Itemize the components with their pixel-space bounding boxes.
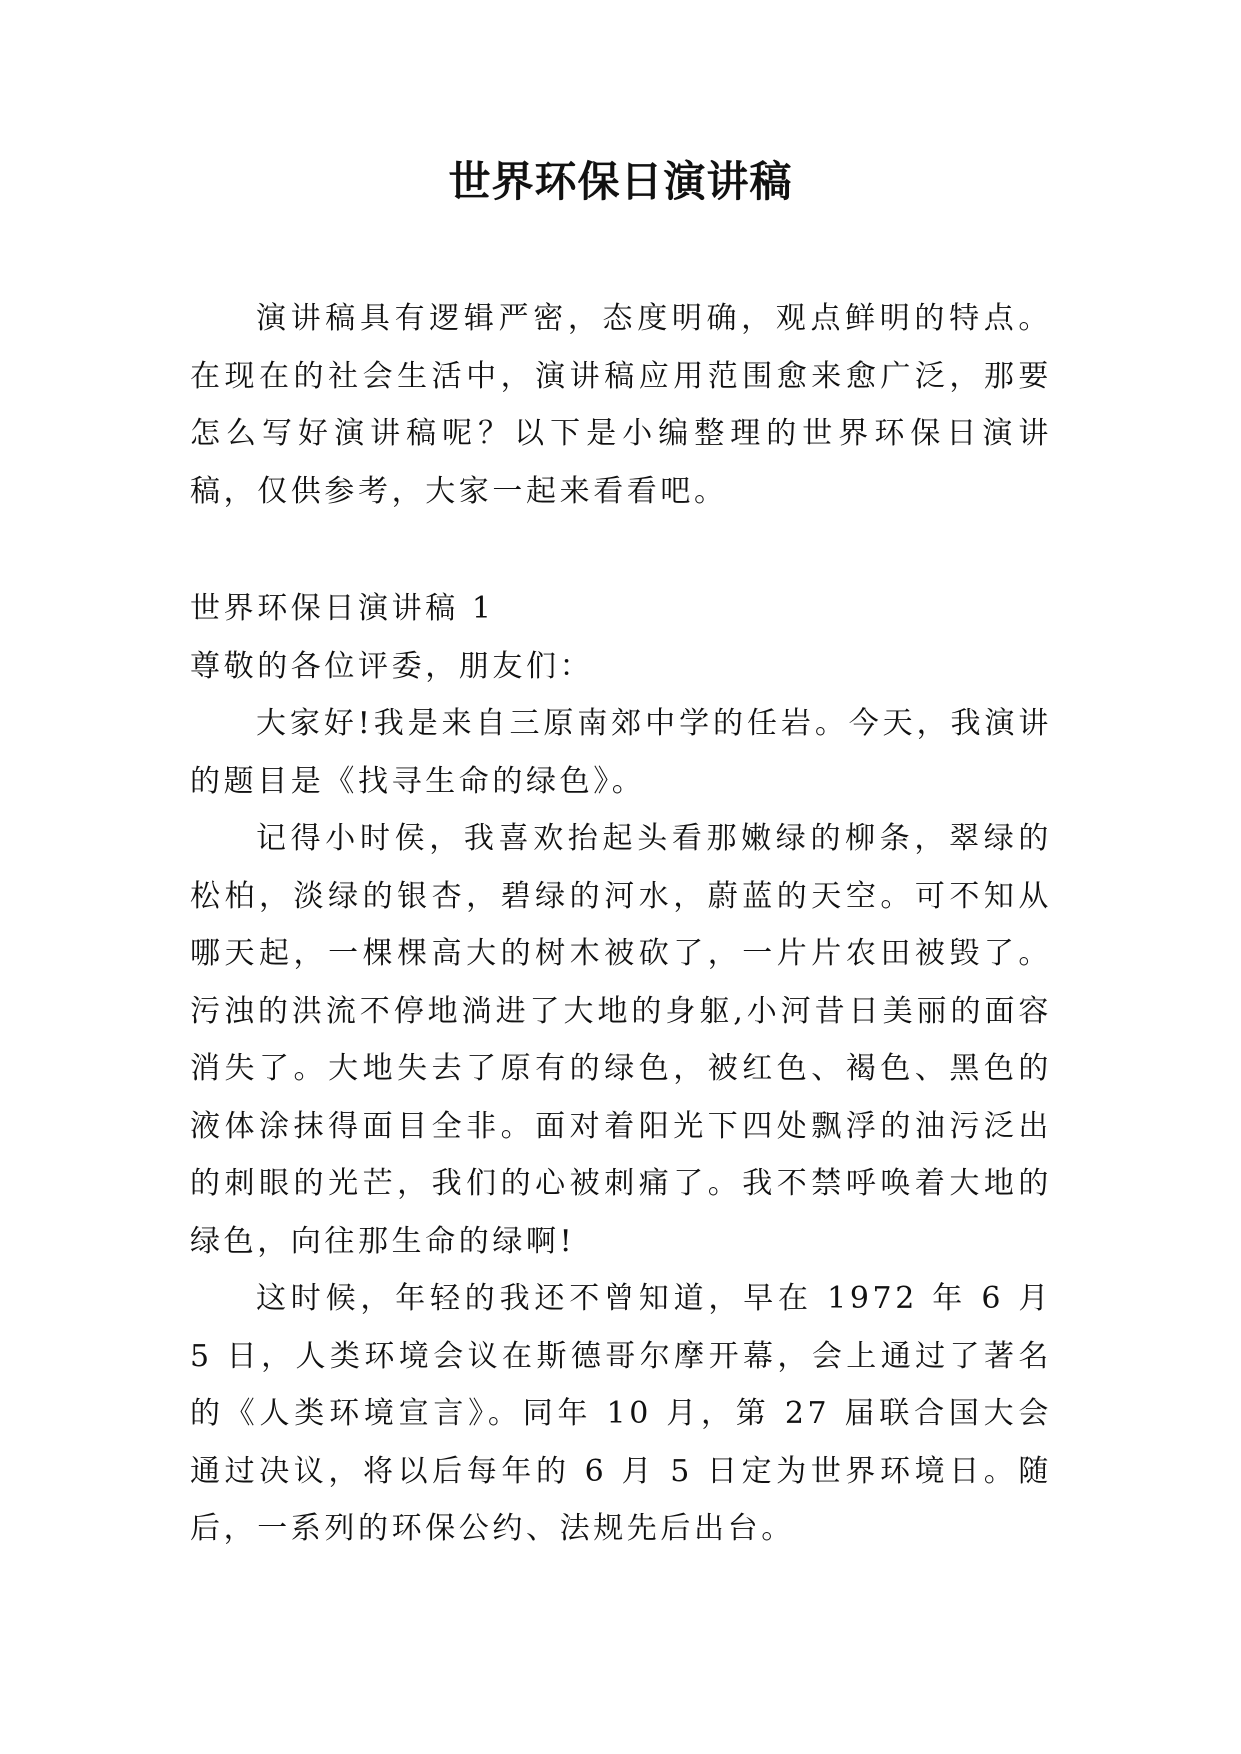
speech-paragraph-1: 大家好!我是来自三原南郊中学的任岩。今天，我演讲的题目是《找寻生命的绿色》。 [190, 706, 1052, 799]
intro-paragraph: 演讲稿具有逻辑严密，态度明确，观点鲜明的特点。在现在的社会生活中，演讲稿应用范围愈来愈广泛，那要怎么写好演讲稿呢？以下是小编整理的世界环保日演讲稿，仅供参考，大家一起来看看吧。 [190, 301, 1052, 509]
speech-paragraph-3: 这时候，年轻的我还不曾知道，早在 1972 年 6 月 5 日，人类环境会议在斯德哥尔摩开幕，会上通过了著名的《人类环境宣言》。同年 10 月，第 27 届联合国大会通过决议，将以后每年的 6 月 5 日定为世界环境日。随后，一系列的环保公约、法规先后出台。 [190, 1281, 1052, 1546]
document-title: 世界环保日演讲稿 [448, 157, 793, 206]
section-heading: 世界环保日演讲稿 1 [190, 591, 495, 626]
salutation: 尊敬的各位评委，朋友们： [190, 649, 594, 684]
speech-paragraph-2: 记得小时侯，我喜欢抬起头看那嫩绿的柳条，翠绿的松柏，淡绿的银杏，碧绿的河水，蔚蓝的天空。可不知从哪天起，一棵棵高大的树木被砍了，一片片农田被毁了。污浊的洪流不停地淌进了大地的身躯,小河昔日美丽的面容消失了。大地失去了原有的绿色，被红色、褐色、黑色的液体涂抹得面目全非。面对着阳光下四处飘浮的油污泛出的刺眼的光芒，我们的心被刺痛了。我不禁呼唤着大地的绿色，向往那生命的绿啊! [190, 821, 1052, 1259]
